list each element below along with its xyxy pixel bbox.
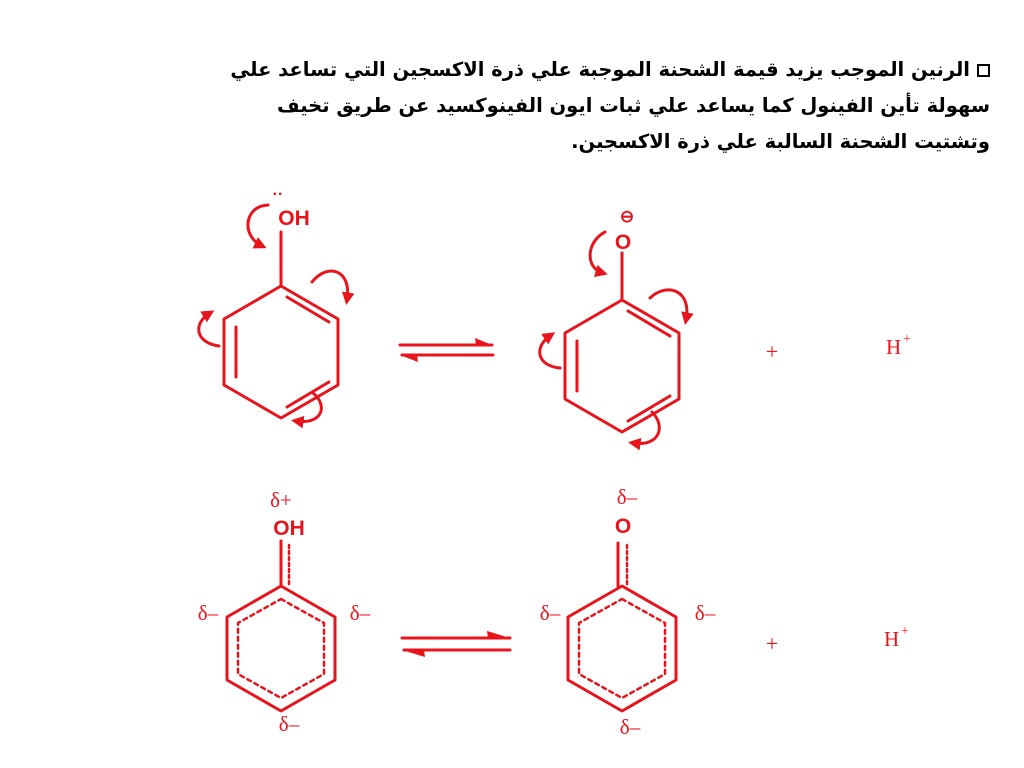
phenoxide-o-label: O <box>614 231 632 254</box>
phenoxide-delta-ring <box>568 586 676 711</box>
paragraph-line-2: سهولة تأين الفينول كما يساعد علي ثبات ايون الفينوكسيد عن طريق تخيف <box>276 94 990 117</box>
arrow-lone-pair-to-bond <box>248 205 268 246</box>
arrow-ring-top-right <box>312 271 348 300</box>
phenol-delta-left-label: δ– <box>197 601 219 625</box>
phenoxide-negative-charge: ⊖ <box>619 207 635 226</box>
paragraph-line-1-text: الرنين الموجب يزيد قيمة الشحنة الموجبة علي ذرة الاكسجين التي تساعد علي <box>230 58 970 81</box>
phenoxide-delta-bottom-label: δ– <box>619 715 641 739</box>
arrow-oxide-ring-top-right <box>650 290 687 320</box>
bottom-proton-label: H <box>884 627 900 651</box>
top-proton-charge: + <box>903 332 911 347</box>
phenol-delta-structure <box>227 541 335 711</box>
phenoxide-structure <box>540 232 687 443</box>
equilibrium-arrows-top <box>400 338 493 362</box>
phenoxide-delta-right-label: δ– <box>694 601 716 625</box>
phenoxide-delta-o-label: O <box>614 515 632 538</box>
phenol-lone-pair: ·· <box>272 186 284 203</box>
phenol-delta-ring <box>227 586 335 711</box>
arrow-oxide-to-bond <box>590 232 605 273</box>
phenoxide-delta-o-charge-label: δ– <box>616 485 638 509</box>
phenoxide-delta-left-label: δ– <box>539 601 561 625</box>
bottom-plus-sign: + <box>765 631 779 656</box>
phenol-delta-plus-label: δ+ <box>270 488 292 512</box>
phenoxide-ring <box>565 300 679 432</box>
phenoxide-delta-inner-ring <box>579 599 665 698</box>
phenol-delta-inner-ring <box>238 599 324 698</box>
equilibrium-arrows-bottom <box>402 631 510 657</box>
top-plus-sign: + <box>765 339 779 364</box>
arrow-oxide-ring-left <box>540 335 560 368</box>
phenol-oh-label: OH <box>278 207 310 230</box>
phenoxide-delta-structure <box>568 543 676 711</box>
phenol-delta-right-label: δ– <box>349 601 371 625</box>
paragraph-line-3: وتشتيت الشحنة السالبة علي ذرة الاكسجين. <box>571 130 990 153</box>
arrow-ring-left <box>199 313 219 346</box>
phenol-ring <box>224 286 338 418</box>
top-proton-label: H <box>886 335 902 359</box>
phenol-delta-oh-label: OH <box>273 517 305 540</box>
bottom-proton-charge: + <box>901 624 909 639</box>
phenol-structure <box>199 205 348 422</box>
phenol-delta-bottom-label: δ– <box>278 712 300 736</box>
